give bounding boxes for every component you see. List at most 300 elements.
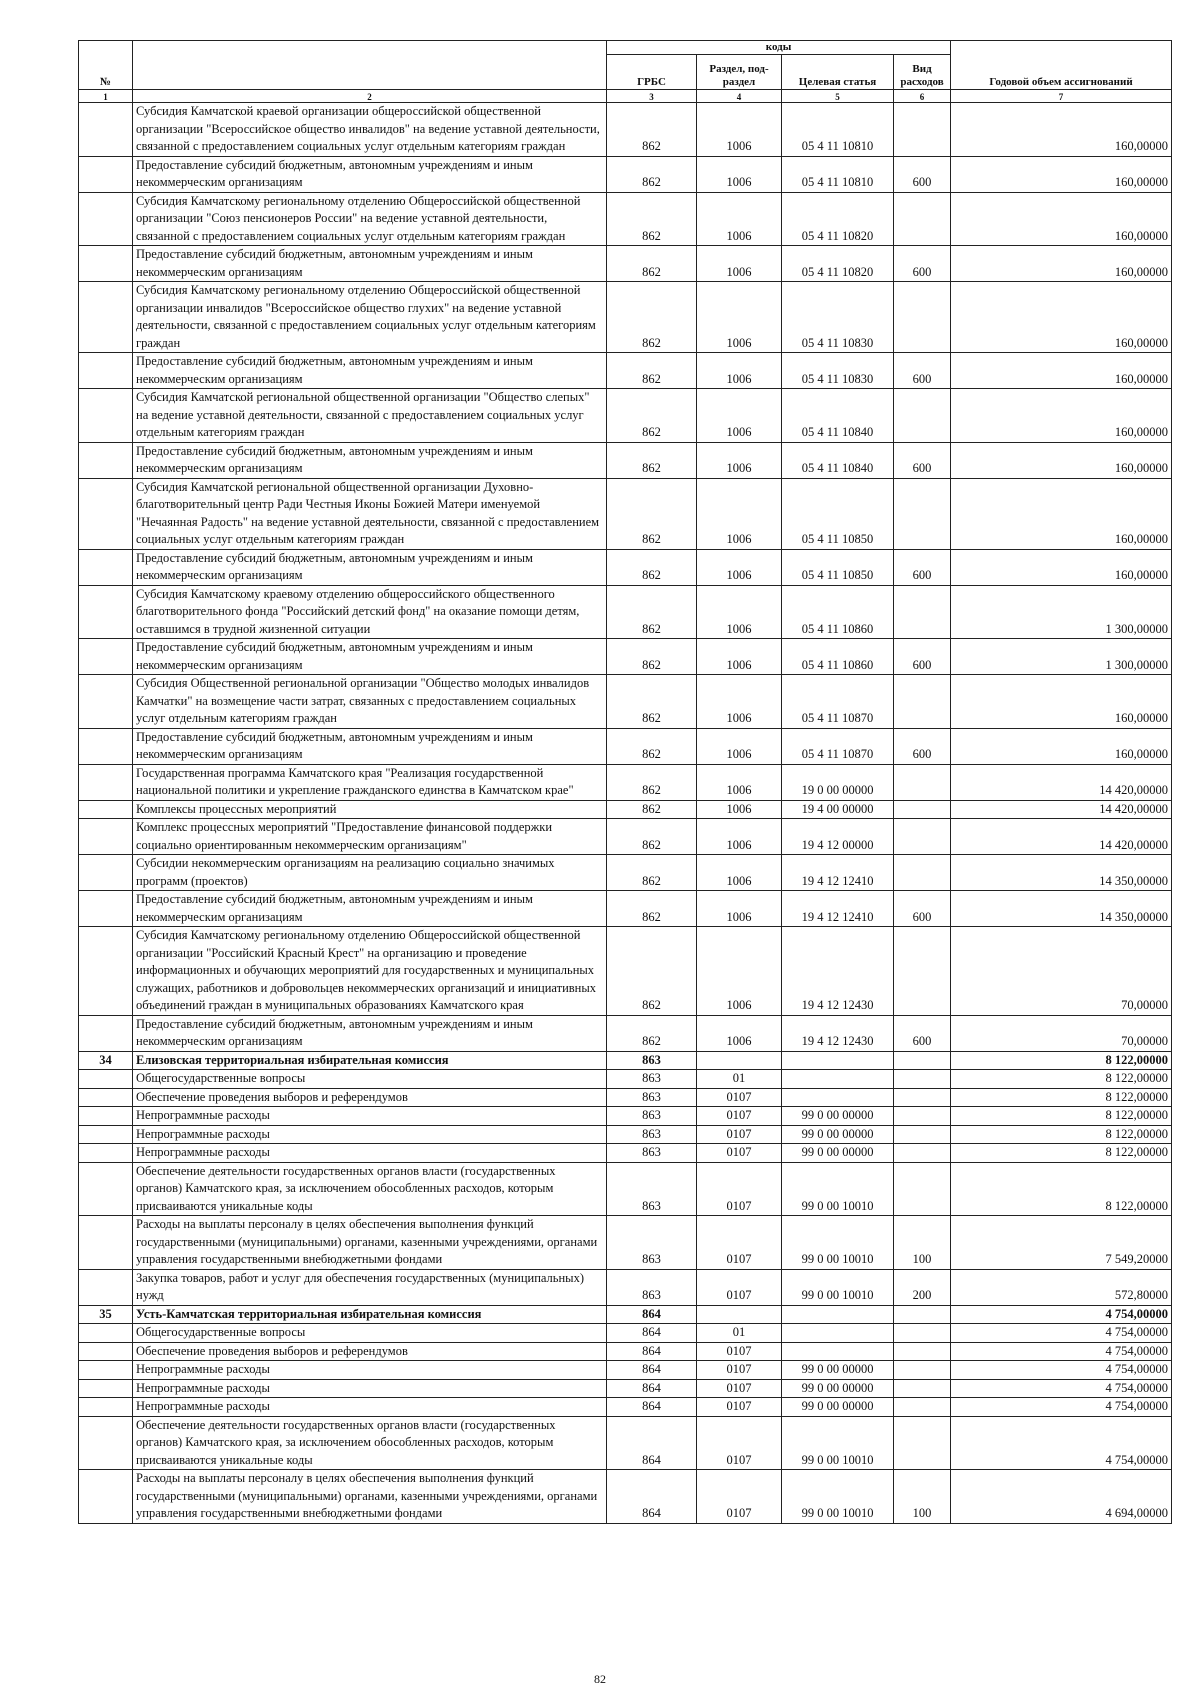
row-expense-type <box>894 1361 951 1380</box>
table-row <box>79 1162 1172 1216</box>
row-name: Предоставление субсидий бюджетным, автономным учреждениям и иным некоммерческим организациям <box>133 1015 607 1051</box>
row-section-code: 1006 <box>697 246 782 282</box>
row-section-code: 0107 <box>697 1398 782 1417</box>
row-name: Обеспечение проведения выборов и референдумов <box>133 1088 607 1107</box>
row-expense-type: 600 <box>894 353 951 389</box>
budget-allocation-table <box>78 40 1172 1524</box>
row-expense-type: 600 <box>894 442 951 478</box>
row-grbs-code: 862 <box>607 675 697 729</box>
row-section-code: 0107 <box>697 1361 782 1380</box>
row-target-code: 19 4 12 12410 <box>782 891 894 927</box>
row-number <box>79 353 133 389</box>
col-name-header <box>133 41 607 90</box>
row-expense-type: 600 <box>894 728 951 764</box>
row-amount: 4 754,00000 <box>951 1416 1172 1470</box>
row-grbs-code: 862 <box>607 478 697 549</box>
row-target-code: 99 0 00 00000 <box>782 1379 894 1398</box>
row-number <box>79 1144 133 1163</box>
row-section-code <box>697 1051 782 1070</box>
row-section-code: 1006 <box>697 389 782 443</box>
row-section-code: 1006 <box>697 103 782 157</box>
row-expense-type <box>894 103 951 157</box>
row-section-code: 1006 <box>697 353 782 389</box>
row-target-code: 19 4 12 00000 <box>782 819 894 855</box>
row-number <box>79 442 133 478</box>
row-amount: 8 122,00000 <box>951 1125 1172 1144</box>
row-number <box>79 1162 133 1216</box>
row-expense-type <box>894 675 951 729</box>
row-number <box>79 1088 133 1107</box>
row-amount: 4 754,00000 <box>951 1305 1172 1324</box>
row-target-code: 05 4 11 10850 <box>782 478 894 549</box>
row-name: Субсидия Камчатской краевой организации общероссийской общественной организации "Всероссийское общество инвалидов" на ведение уставной деятельности, связанной с предоставлением социальных услуг отдельным категориям граждан <box>133 103 607 157</box>
row-amount: 8 122,00000 <box>951 1144 1172 1163</box>
row-name: Непрограммные расходы <box>133 1379 607 1398</box>
row-number <box>79 1015 133 1051</box>
row-grbs-code: 862 <box>607 1015 697 1051</box>
table-row <box>79 855 1172 891</box>
row-expense-type <box>894 1162 951 1216</box>
table-body <box>79 103 1172 1524</box>
row-number <box>79 1269 133 1305</box>
row-expense-type <box>894 855 951 891</box>
row-amount: 70,00000 <box>951 1015 1172 1051</box>
row-name: Субсидия Камчатскому краевому отделению общероссийского общественного благотворительного фонда "Российский детский фонд" на оказание помощи детям, оставшимся в трудной жизненной ситуации <box>133 585 607 639</box>
row-target-code <box>782 1324 894 1343</box>
row-section-code: 1006 <box>697 282 782 353</box>
table-row <box>79 1361 1172 1380</box>
row-number <box>79 156 133 192</box>
row-grbs-code: 863 <box>607 1051 697 1070</box>
row-grbs-code: 862 <box>607 891 697 927</box>
table-row <box>79 1107 1172 1126</box>
row-name: Предоставление субсидий бюджетным, автономным учреждениям и иным некоммерческим организациям <box>133 891 607 927</box>
table-row <box>79 1324 1172 1343</box>
row-target-code <box>782 1051 894 1070</box>
row-section-code: 1006 <box>697 585 782 639</box>
table-row <box>79 1416 1172 1470</box>
row-grbs-code: 863 <box>607 1088 697 1107</box>
row-target-code <box>782 1088 894 1107</box>
row-section-code: 0107 <box>697 1144 782 1163</box>
row-grbs-code: 862 <box>607 927 697 1016</box>
row-section-code: 0107 <box>697 1088 782 1107</box>
row-target-code: 99 0 00 00000 <box>782 1144 894 1163</box>
row-expense-type <box>894 1144 951 1163</box>
table-row <box>79 728 1172 764</box>
row-target-code: 05 4 11 10870 <box>782 728 894 764</box>
row-expense-type: 600 <box>894 639 951 675</box>
row-number <box>79 389 133 443</box>
row-name: Расходы на выплаты персоналу в целях обеспечения выполнения функций государственными (муниципальными) органами, казенными учреждениями, органами управления государственными внебюджетными фондами <box>133 1216 607 1270</box>
table-row <box>79 819 1172 855</box>
row-name: Субсидия Общественной региональной организации "Общество молодых инвалидов Камчатки" на возмещение части затрат, связанных с предоставлением социальных услуг отдельным категориям граждан <box>133 675 607 729</box>
row-section-code: 0107 <box>697 1416 782 1470</box>
row-name: Субсидия Камчатскому региональному отделению Общероссийской общественной организации "Российский Красный Крест" на организацию и проведение информационных и обучающих мероприятий для государственных и муниципальных служащих, работников и добровольцев некоммерческих организаций и инициативных объединений граждан в муниципальных образованиях Камчатского края <box>133 927 607 1016</box>
row-amount: 160,00000 <box>951 103 1172 157</box>
row-expense-type <box>894 389 951 443</box>
row-target-code <box>782 1342 894 1361</box>
row-number <box>79 1125 133 1144</box>
table-row <box>79 891 1172 927</box>
row-section-code: 1006 <box>697 442 782 478</box>
row-target-code: 19 4 00 00000 <box>782 800 894 819</box>
row-expense-type <box>894 1305 951 1324</box>
row-amount: 8 122,00000 <box>951 1162 1172 1216</box>
row-number <box>79 246 133 282</box>
row-section-code: 1006 <box>697 478 782 549</box>
header-row-top <box>79 41 1172 55</box>
row-section-code: 01 <box>697 1324 782 1343</box>
row-expense-type: 600 <box>894 246 951 282</box>
row-amount: 4 754,00000 <box>951 1342 1172 1361</box>
row-grbs-code: 864 <box>607 1398 697 1417</box>
row-target-code: 99 0 00 00000 <box>782 1398 894 1417</box>
row-name: Предоставление субсидий бюджетным, автономным учреждениям и иным некоммерческим организациям <box>133 728 607 764</box>
row-amount: 4 754,00000 <box>951 1361 1172 1380</box>
table-row <box>79 1051 1172 1070</box>
row-number <box>79 103 133 157</box>
row-grbs-code: 862 <box>607 855 697 891</box>
row-expense-type <box>894 800 951 819</box>
row-name: Расходы на выплаты персоналу в целях обеспечения выполнения функций государственными (муниципальными) органами, казенными учреждениями, органами управления государственными внебюджетными фондами <box>133 1470 607 1524</box>
row-number <box>79 1324 133 1343</box>
row-expense-type <box>894 1379 951 1398</box>
row-grbs-code: 862 <box>607 103 697 157</box>
row-name: Общегосударственные вопросы <box>133 1324 607 1343</box>
row-expense-type <box>894 1070 951 1089</box>
row-amount: 160,00000 <box>951 282 1172 353</box>
table-row <box>79 1379 1172 1398</box>
row-target-code: 05 4 11 10820 <box>782 246 894 282</box>
row-name: Обеспечение деятельности государственных органов власти (государственных органов) Камчатского края, за исключением обособленных расходов, которым присваиваются уникальные коды <box>133 1162 607 1216</box>
row-number <box>79 1216 133 1270</box>
row-section-code: 1006 <box>697 891 782 927</box>
row-name: Предоставление субсидий бюджетным, автономным учреждениям и иным некоммерческим организациям <box>133 442 607 478</box>
row-name: Непрограммные расходы <box>133 1398 607 1417</box>
row-target-code: 99 0 00 10010 <box>782 1470 894 1524</box>
row-amount: 14 420,00000 <box>951 800 1172 819</box>
row-grbs-code: 862 <box>607 442 697 478</box>
header-row-numbers <box>79 90 1172 103</box>
row-section-code <box>697 1305 782 1324</box>
row-name: Предоставление субсидий бюджетным, автономным учреждениям и иным некоммерческим организациям <box>133 639 607 675</box>
table-row <box>79 103 1172 157</box>
row-number <box>79 1070 133 1089</box>
col-target-header: Целевая статья <box>782 55 894 90</box>
row-name: Закупка товаров, работ и услуг для обеспечения государственных (муниципальных) нужд <box>133 1269 607 1305</box>
row-expense-type <box>894 1398 951 1417</box>
row-target-code <box>782 1070 894 1089</box>
row-grbs-code: 864 <box>607 1342 697 1361</box>
row-target-code: 05 4 11 10850 <box>782 549 894 585</box>
row-expense-type <box>894 192 951 246</box>
row-name: Предоставление субсидий бюджетным, автономным учреждениям и иным некоммерческим организациям <box>133 246 607 282</box>
row-name: Усть-Камчатская территориальная избирательная комиссия <box>133 1305 607 1324</box>
row-amount: 70,00000 <box>951 927 1172 1016</box>
table-row <box>79 1269 1172 1305</box>
row-expense-type: 600 <box>894 1015 951 1051</box>
row-amount: 160,00000 <box>951 156 1172 192</box>
row-name: Елизовская территориальная избирательная комиссия <box>133 1051 607 1070</box>
row-amount: 160,00000 <box>951 728 1172 764</box>
row-section-code: 1006 <box>697 764 782 800</box>
table-row <box>79 1305 1172 1324</box>
row-grbs-code: 862 <box>607 585 697 639</box>
row-amount: 14 420,00000 <box>951 764 1172 800</box>
row-target-code: 99 0 00 10010 <box>782 1162 894 1216</box>
row-number <box>79 639 133 675</box>
col-codes-header: коды <box>607 41 951 55</box>
row-grbs-code: 862 <box>607 246 697 282</box>
row-name: Субсидия Камчатской региональной общественной организации Духовно-благотворительный центр Ради Честныя Иконы Божией Матери именуемой "Нечаянная Радость" на ведение уставной деятельности, связанной с предоставлением социальных услуг отдельным категориям граждан <box>133 478 607 549</box>
col-type-header: Вид расходов <box>894 55 951 90</box>
row-amount: 1 300,00000 <box>951 585 1172 639</box>
row-section-code: 1006 <box>697 927 782 1016</box>
row-target-code: 05 4 11 10840 <box>782 389 894 443</box>
row-target-code: 99 0 00 00000 <box>782 1361 894 1380</box>
row-target-code: 05 4 11 10830 <box>782 353 894 389</box>
row-target-code: 05 4 11 10810 <box>782 156 894 192</box>
col-number: 7 <box>951 90 1172 103</box>
row-section-code: 0107 <box>697 1470 782 1524</box>
row-name: Комплекс процессных мероприятий "Предоставление финансовой поддержки социально ориентированным некоммерческим организациям" <box>133 819 607 855</box>
page-number: 82 <box>594 1672 606 1686</box>
col-number: 2 <box>133 90 607 103</box>
row-grbs-code: 862 <box>607 549 697 585</box>
row-expense-type <box>894 1051 951 1070</box>
row-amount: 160,00000 <box>951 675 1172 729</box>
row-name: Субсидия Камчатскому региональному отделению Общероссийской общественной организации "Союз пенсионеров России" на ведение уставной деятельности, связанной с предоставлением социальных услуг отдельным категориям граждан <box>133 192 607 246</box>
row-target-code: 05 4 11 10820 <box>782 192 894 246</box>
row-number <box>79 1379 133 1398</box>
row-expense-type <box>894 478 951 549</box>
row-amount: 160,00000 <box>951 192 1172 246</box>
row-grbs-code: 864 <box>607 1361 697 1380</box>
row-number <box>79 1470 133 1524</box>
row-expense-type: 100 <box>894 1216 951 1270</box>
row-target-code: 19 0 00 00000 <box>782 764 894 800</box>
row-name: Предоставление субсидий бюджетным, автономным учреждениям и иным некоммерческим организациям <box>133 156 607 192</box>
row-amount: 4 754,00000 <box>951 1324 1172 1343</box>
row-number <box>79 675 133 729</box>
row-section-code: 0107 <box>697 1107 782 1126</box>
row-expense-type: 600 <box>894 156 951 192</box>
row-name: Непрограммные расходы <box>133 1144 607 1163</box>
row-number <box>79 728 133 764</box>
row-amount: 4 694,00000 <box>951 1470 1172 1524</box>
row-grbs-code: 864 <box>607 1305 697 1324</box>
row-number <box>79 800 133 819</box>
table-row <box>79 1088 1172 1107</box>
row-number <box>79 927 133 1016</box>
row-grbs-code: 863 <box>607 1107 697 1126</box>
row-number <box>79 1416 133 1470</box>
row-grbs-code: 864 <box>607 1416 697 1470</box>
row-name: Общегосударственные вопросы <box>133 1070 607 1089</box>
row-number <box>79 819 133 855</box>
table-row <box>79 192 1172 246</box>
row-grbs-code: 862 <box>607 764 697 800</box>
col-number: 4 <box>697 90 782 103</box>
row-amount: 160,00000 <box>951 353 1172 389</box>
row-section-code: 1006 <box>697 156 782 192</box>
row-number <box>79 1107 133 1126</box>
row-name: Субсидия Камчатской региональной общественной организации "Общество слепых" на ведение уставной деятельности, связанной с предоставлением социальных услуг отдельным категориям граждан <box>133 389 607 443</box>
row-expense-type <box>894 1416 951 1470</box>
table-row <box>79 1125 1172 1144</box>
row-expense-type <box>894 1107 951 1126</box>
table-row <box>79 156 1172 192</box>
row-expense-type: 200 <box>894 1269 951 1305</box>
row-grbs-code: 862 <box>607 282 697 353</box>
row-grbs-code: 862 <box>607 156 697 192</box>
row-amount: 572,80000 <box>951 1269 1172 1305</box>
row-expense-type <box>894 282 951 353</box>
row-expense-type <box>894 1342 951 1361</box>
table-row <box>79 927 1172 1016</box>
col-section-header: Раздел, под-раздел <box>697 55 782 90</box>
row-section-code: 1006 <box>697 549 782 585</box>
row-expense-type <box>894 1088 951 1107</box>
row-number <box>79 1342 133 1361</box>
row-section-code: 1006 <box>697 800 782 819</box>
col-amount-header: Годовой объем ассигнований <box>951 41 1172 90</box>
table-row <box>79 282 1172 353</box>
row-grbs-code: 862 <box>607 389 697 443</box>
table-row <box>79 353 1172 389</box>
row-section-code: 0107 <box>697 1125 782 1144</box>
row-name: Обеспечение проведения выборов и референдумов <box>133 1342 607 1361</box>
row-amount: 7 549,20000 <box>951 1216 1172 1270</box>
table-row <box>79 389 1172 443</box>
table-row <box>79 1144 1172 1163</box>
row-amount: 160,00000 <box>951 246 1172 282</box>
row-expense-type: 100 <box>894 1470 951 1524</box>
row-grbs-code: 863 <box>607 1070 697 1089</box>
row-number <box>79 764 133 800</box>
row-target-code: 99 0 00 00000 <box>782 1107 894 1126</box>
row-section-code: 1006 <box>697 728 782 764</box>
col-grbs-header: ГРБС <box>607 55 697 90</box>
row-grbs-code: 863 <box>607 1162 697 1216</box>
row-section-code: 1006 <box>697 675 782 729</box>
row-number <box>79 1361 133 1380</box>
row-number <box>79 192 133 246</box>
row-name: Комплексы процессных мероприятий <box>133 800 607 819</box>
row-target-code: 99 0 00 10010 <box>782 1216 894 1270</box>
row-target-code <box>782 1305 894 1324</box>
row-amount: 4 754,00000 <box>951 1398 1172 1417</box>
row-number <box>79 891 133 927</box>
row-amount: 1 300,00000 <box>951 639 1172 675</box>
row-name: Субсидия Камчатскому региональному отделению Общероссийской общественной организации инвалидов "Всероссийское общество глухих" на ведение уставной деятельности, связанной с предоставлением социальных услуг отдельным категориям граждан <box>133 282 607 353</box>
row-target-code: 19 4 12 12430 <box>782 927 894 1016</box>
row-grbs-code: 862 <box>607 192 697 246</box>
col-number: 3 <box>607 90 697 103</box>
row-grbs-code: 863 <box>607 1216 697 1270</box>
table-row <box>79 478 1172 549</box>
table-row <box>79 1216 1172 1270</box>
row-expense-type: 600 <box>894 549 951 585</box>
table-row <box>79 246 1172 282</box>
row-number: 34 <box>79 1051 133 1070</box>
row-amount: 4 754,00000 <box>951 1379 1172 1398</box>
table-row <box>79 1342 1172 1361</box>
row-amount: 14 420,00000 <box>951 819 1172 855</box>
row-target-code: 05 4 11 10860 <box>782 639 894 675</box>
row-number <box>79 1398 133 1417</box>
row-grbs-code: 862 <box>607 728 697 764</box>
row-grbs-code: 864 <box>607 1379 697 1398</box>
row-expense-type <box>894 1125 951 1144</box>
row-name: Предоставление субсидий бюджетным, автономным учреждениям и иным некоммерческим организациям <box>133 549 607 585</box>
row-grbs-code: 863 <box>607 1144 697 1163</box>
row-target-code: 19 4 12 12430 <box>782 1015 894 1051</box>
col-number: 1 <box>79 90 133 103</box>
row-amount: 8 122,00000 <box>951 1107 1172 1126</box>
row-grbs-code: 863 <box>607 1125 697 1144</box>
row-target-code: 99 0 00 10010 <box>782 1416 894 1470</box>
row-target-code: 99 0 00 10010 <box>782 1269 894 1305</box>
row-amount: 160,00000 <box>951 389 1172 443</box>
row-target-code: 05 4 11 10870 <box>782 675 894 729</box>
row-grbs-code: 863 <box>607 1269 697 1305</box>
row-grbs-code: 862 <box>607 639 697 675</box>
row-expense-type <box>894 927 951 1016</box>
row-amount: 14 350,00000 <box>951 855 1172 891</box>
table-row <box>79 549 1172 585</box>
row-section-code: 01 <box>697 1070 782 1089</box>
table-row <box>79 1470 1172 1524</box>
row-expense-type <box>894 1324 951 1343</box>
table-row <box>79 585 1172 639</box>
table-row <box>79 442 1172 478</box>
row-name: Предоставление субсидий бюджетным, автономным учреждениям и иным некоммерческим организациям <box>133 353 607 389</box>
row-target-code: 19 4 12 12410 <box>782 855 894 891</box>
row-amount: 14 350,00000 <box>951 891 1172 927</box>
table-row <box>79 639 1172 675</box>
row-amount: 8 122,00000 <box>951 1070 1172 1089</box>
row-number <box>79 549 133 585</box>
table-row <box>79 800 1172 819</box>
row-target-code: 05 4 11 10840 <box>782 442 894 478</box>
table-row <box>79 1398 1172 1417</box>
row-number <box>79 585 133 639</box>
row-amount: 160,00000 <box>951 478 1172 549</box>
row-name: Субсидии некоммерческим организациям на реализацию социально значимых программ (проектов) <box>133 855 607 891</box>
row-target-code: 05 4 11 10810 <box>782 103 894 157</box>
row-name: Непрограммные расходы <box>133 1125 607 1144</box>
row-expense-type <box>894 764 951 800</box>
row-amount: 160,00000 <box>951 549 1172 585</box>
row-section-code: 0107 <box>697 1342 782 1361</box>
row-section-code: 1006 <box>697 1015 782 1051</box>
row-grbs-code: 864 <box>607 1324 697 1343</box>
row-amount: 8 122,00000 <box>951 1051 1172 1070</box>
table-row <box>79 1015 1172 1051</box>
row-target-code: 99 0 00 00000 <box>782 1125 894 1144</box>
row-name: Непрограммные расходы <box>133 1361 607 1380</box>
col-number: 6 <box>894 90 951 103</box>
row-name: Непрограммные расходы <box>133 1107 607 1126</box>
row-section-code: 0107 <box>697 1216 782 1270</box>
row-amount: 8 122,00000 <box>951 1088 1172 1107</box>
row-grbs-code: 862 <box>607 800 697 819</box>
row-section-code: 1006 <box>697 855 782 891</box>
row-number <box>79 855 133 891</box>
table-row <box>79 764 1172 800</box>
